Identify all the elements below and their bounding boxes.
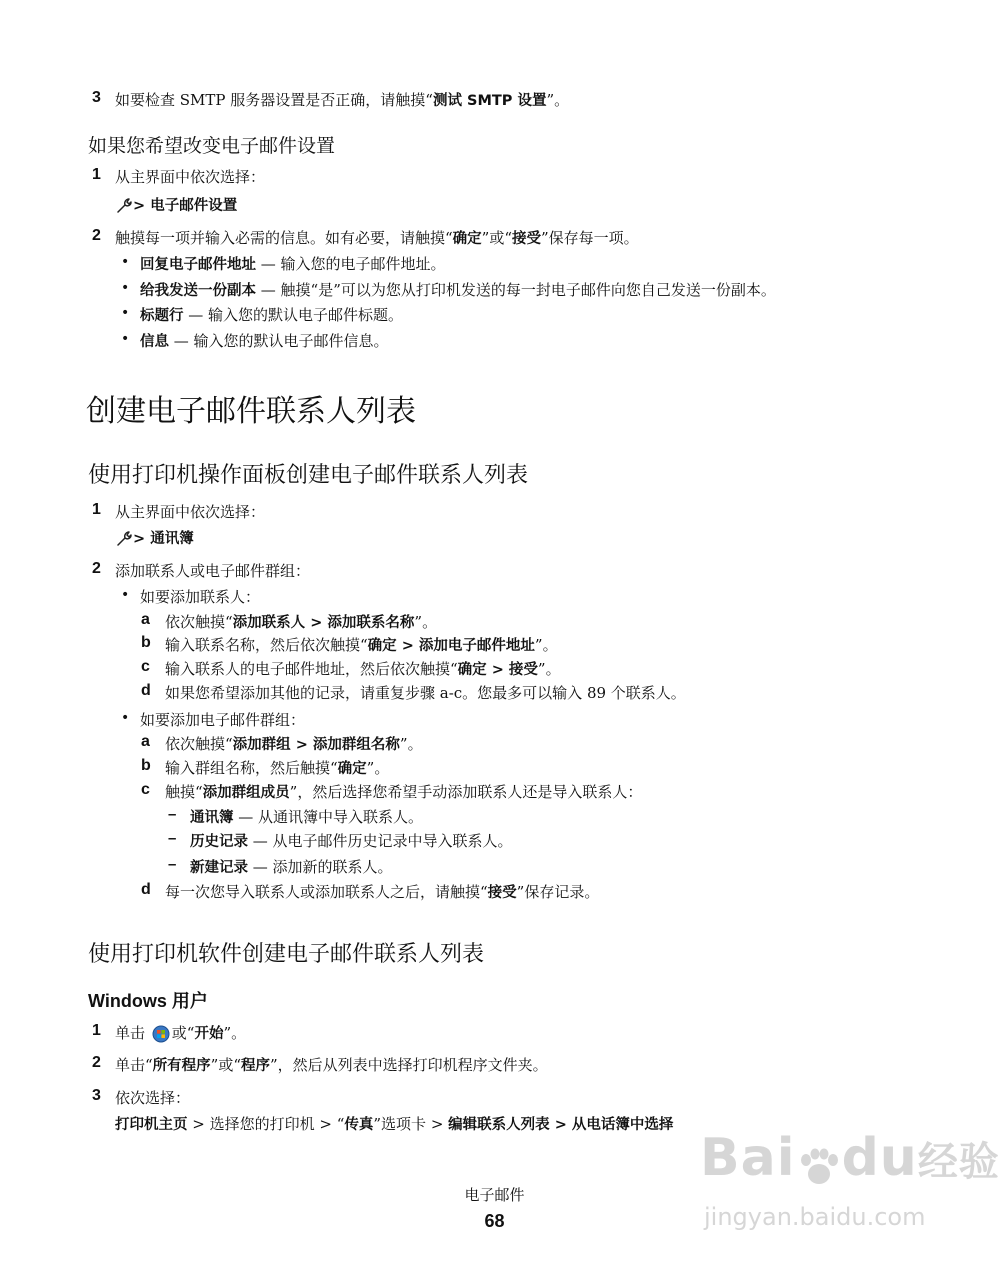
step-number: 1: [92, 166, 101, 183]
step-text: 单击 或“开始”。: [115, 1024, 247, 1042]
bullet: •: [121, 305, 130, 321]
bullet: •: [121, 710, 130, 726]
step-number: 1: [92, 501, 101, 518]
watermark-url: jingyan.baidu.com: [704, 1203, 926, 1231]
sub-list-item: 新建记录 — 添加新的联系人。: [190, 858, 393, 876]
step-text: 单击“所有程序”或“程序”，然后从列表中选择打印机程序文件夹。: [115, 1056, 548, 1074]
footer-section: 电子邮件: [464, 1186, 525, 1204]
dash-marker: –: [168, 856, 177, 873]
step-text: 依次选择：: [115, 1089, 191, 1107]
substep-letter: a: [141, 733, 150, 750]
substep-letter: d: [141, 682, 151, 699]
watermark-logo: Bai du经验: [700, 1128, 1000, 1188]
list-item: 如要添加联系人：: [140, 588, 261, 606]
substep-letter: a: [141, 611, 150, 628]
menu-path: > 通讯簿: [115, 527, 194, 548]
substep-text: 如果您希望添加其他的记录，请重复步骤 a-c。您最多可以输入 89 个联系人。: [165, 684, 686, 702]
bullet: •: [121, 587, 130, 603]
substep-letter: b: [141, 757, 151, 774]
chapter-heading: 创建电子邮件联系人列表: [86, 394, 416, 429]
step-number: 3: [92, 1087, 101, 1104]
sub-list-item: 通讯簿 — 从通讯簿中导入联系人。: [190, 808, 424, 826]
substep-letter: c: [141, 781, 150, 798]
step-text: 从主界面中依次选择：: [115, 503, 266, 521]
bullet: •: [121, 254, 130, 270]
bullet: •: [121, 331, 130, 347]
bullet: •: [121, 280, 130, 296]
substep-letter: d: [141, 881, 151, 898]
substep-letter: b: [141, 634, 151, 651]
list-item: 如要添加电子邮件群组：: [140, 711, 306, 729]
menu-path: > 电子邮件设置: [115, 194, 237, 215]
substep-text: 输入群组名称，然后触摸“确定”。: [165, 759, 390, 777]
paw-icon: [796, 1141, 842, 1181]
windows-start-icon: [152, 1025, 170, 1043]
menu-path: 打印机主页 > 选择您的打印机 > “传真”选项卡 > 编辑联系人列表 > 从电话簿中选择: [115, 1115, 674, 1133]
substep-text: 输入联系人的电子邮件地址，然后依次触摸“确定 > 接受”。: [165, 660, 561, 678]
list-item: 信息 — 输入您的默认电子邮件信息。: [140, 332, 389, 350]
step-text: 从主界面中依次选择：: [115, 168, 266, 186]
step-number: 2: [92, 1054, 101, 1071]
substep-text: 触摸“添加群组成员”，然后选择您希望手动添加联系人还是导入联系人：: [165, 783, 643, 801]
wrench-icon: [115, 530, 133, 548]
step-text: 添加联系人或电子邮件群组：: [115, 562, 311, 580]
step-text: 触摸每一项并输入必需的信息。如有必要，请触摸“确定”或“接受”保存每一项。: [115, 229, 639, 247]
section-heading: 使用打印机软件创建电子邮件联系人列表: [88, 942, 485, 967]
list-item: 回复电子邮件地址 — 输入您的电子邮件地址。: [140, 255, 446, 273]
step-number: 2: [92, 560, 101, 577]
dash-marker: –: [168, 806, 177, 823]
section-heading: 如果您希望改变电子邮件设置: [88, 135, 336, 157]
substep-letter: c: [141, 658, 150, 675]
substep-text: 依次触摸“添加群组 > 添加群组名称”。: [165, 735, 423, 753]
substep-text: 每一次您导入联系人或添加联系人之后，请触摸“接受”保存记录。: [165, 883, 600, 901]
step-number: 2: [92, 227, 101, 244]
substep-text: 依次触摸“添加联系人 > 添加联系名称”。: [165, 613, 438, 631]
step-text: 如要检查 SMTP 服务器设置是否正确，请触摸“测试 SMTP 设置”。: [115, 91, 570, 109]
step-number: 1: [92, 1022, 101, 1039]
step-number: 3: [92, 89, 101, 106]
list-item: 给我发送一份副本 — 触摸“是”可以为您从打印机发送的每一封电子邮件向您自己发送一份副本。: [140, 281, 776, 299]
sub-list-item: 历史记录 — 从电子邮件历史记录中导入联系人。: [190, 832, 513, 850]
list-item: 标题行 — 输入您的默认电子邮件标题。: [140, 306, 404, 324]
section-heading: 使用打印机操作面板创建电子邮件联系人列表: [88, 463, 529, 488]
dash-marker: –: [168, 830, 177, 847]
page-number: 68: [484, 1211, 505, 1231]
subsection-heading: Windows 用户: [88, 991, 208, 1011]
wrench-icon: [115, 197, 133, 215]
substep-text: 输入联系名称，然后依次触摸“确定 > 添加电子邮件地址”。: [165, 636, 558, 654]
